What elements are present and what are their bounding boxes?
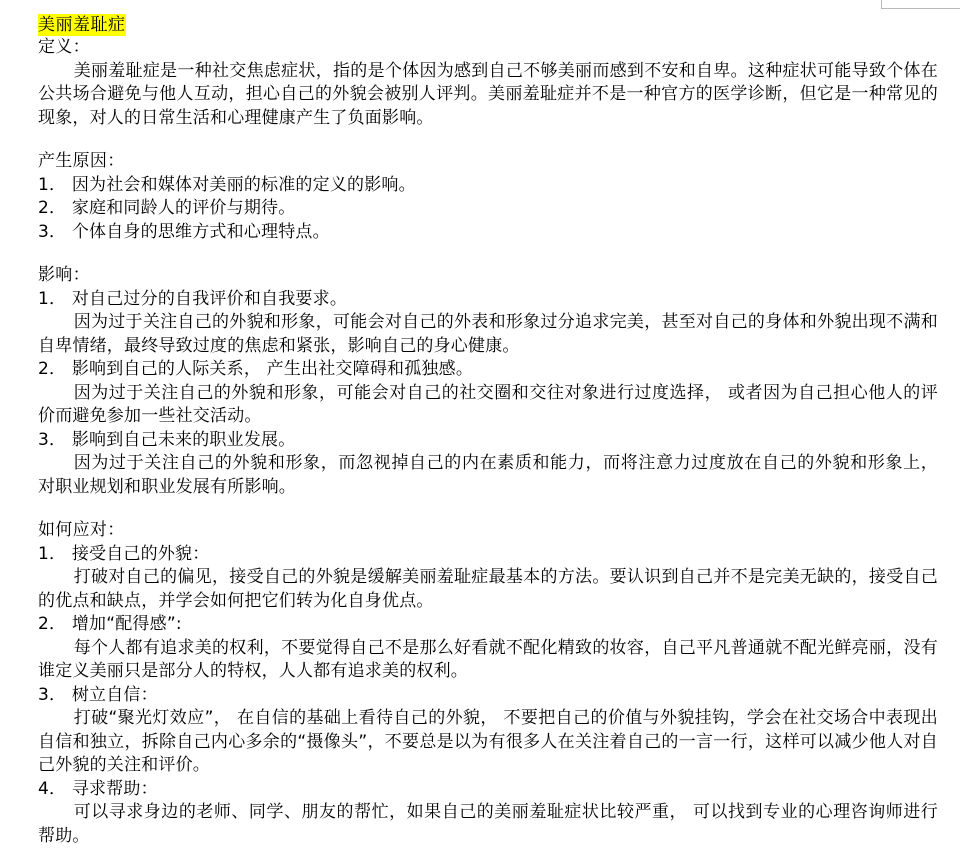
- spacer: [38, 499, 938, 519]
- section-definition: [38, 36, 938, 130]
- spacer: [38, 244, 938, 264]
- section-heading: 如何应对：: [38, 520, 125, 540]
- section-paragraph: 美丽羞耻症是一种社交焦虑症状，指的是个体因为感到自己不够美丽而感到不安和自卑。这种症状可能导致个体在公共场合避免与他人互动，担心自己的外貌会被别人评判。美丽羞耻症并不是一种官方的医学诊断，但它是一种常见的现象，对人的日常生活和心理健康产生了负面影响。: [38, 60, 938, 128]
- list-item: 1． 接受自己的外貌：: [38, 543, 210, 564]
- list-item-detail: 因为过于关注自己的外貌和形象，而忽视掉自己的内在素质和能力，而将注意力过度放在自己的外貌和形象上， 对职业规划和职业发展有所影响。: [38, 453, 938, 497]
- margin-mark-vertical: [881, 0, 882, 9]
- list-item: 4． 寻求帮助：: [38, 778, 158, 799]
- document-body: [38, 14, 938, 848]
- list-item: 1． 因为社会和媒体对美丽的标准的定义的影响。: [38, 174, 416, 195]
- list-item-detail: 打破对自己的偏见，接受自己的外貌是缓解美丽羞耻症最基本的方法。要认识到自己并不是完美无缺的，接受自己的优点和缺点，并学会如何把它们转为化自身优点。: [38, 567, 938, 611]
- list-item-detail: 因为过于关注自己的外貌和形象，可能会对自己的社交圈和交往对象进行过度选择， 或者因为自己担心他人的评价而避免参加一些社交活动。: [38, 382, 938, 426]
- section-heading: 影响：: [38, 265, 90, 285]
- list-item: 3． 个体自身的思维方式和心理特点。: [38, 221, 330, 242]
- list-item-detail: 每个人都有追求美的权利，不要觉得自己不是那么好看就不配化精致的妆容，自己平凡普通就不配光鲜亮丽，没有谁定义美丽只是部分人的特权，人人都有追求美的权利。: [38, 637, 938, 681]
- list-item-detail: 打破“聚光灯效应”， 在自信的基础上看待自己的外貌， 不要把自己的价值与外貌挂钩，学会在社交场合中表现出自信和独立，拆除自己内心多余的“摄像头”，不要总是以为有很多人在关注着自己的一言一行，这样可以减少他人对自己外貌的关注和评价。: [38, 708, 938, 775]
- section-coping: [38, 519, 938, 848]
- list-item: 2． 家庭和同龄人的评价与期待。: [38, 198, 296, 218]
- list-item: 3． 树立自信：: [38, 684, 158, 705]
- list-item-detail: 因为过于关注自己的外貌和形象，可能会对自己的外表和形象过分追求完美，甚至对自己的身体和外貌出现不满和自卑情绪，最终导致过度的焦虑和紧张，影响自己的身心健康。: [38, 312, 938, 356]
- section-heading: 定义：: [38, 37, 90, 57]
- document-title: 美丽羞耻症: [38, 15, 126, 35]
- section-heading: 产生原因：: [38, 151, 125, 171]
- list-item: 1． 对自己过分的自我评价和自我要求。: [38, 288, 348, 309]
- section-effects: [38, 264, 938, 499]
- spacer: [38, 130, 938, 150]
- list-item: 2． 增加“配得感”:: [38, 614, 182, 634]
- list-item: 3． 影响到自己未来的职业发展。: [38, 429, 296, 450]
- margin-mark-horizontal: [882, 8, 960, 9]
- list-item: 2． 影响到自己的人际关系， 产生出社交障碍和孤独感。: [38, 359, 474, 379]
- document-title-line: [38, 14, 938, 36]
- section-causes: [38, 150, 938, 244]
- list-item-detail: 可以寻求身边的老师、同学、朋友的帮忙，如果自己的美丽羞耻症状比较严重， 可以找到专业的心理咨询师进行帮助。: [38, 802, 938, 846]
